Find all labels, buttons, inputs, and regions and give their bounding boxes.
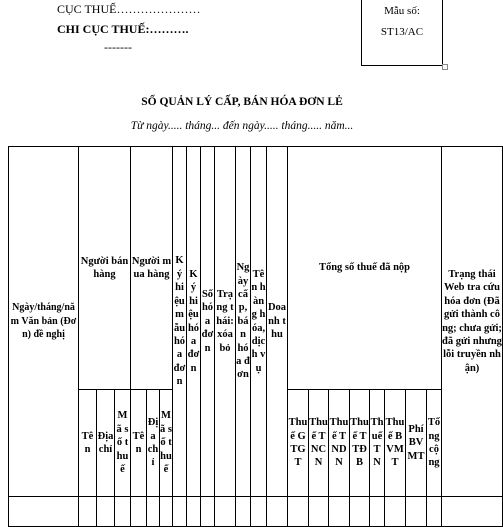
col-header-date: Ngày/tháng/năm Văn bản (Đơn) đề nghị xyxy=(9,147,79,497)
table-cell[interactable] xyxy=(350,497,370,527)
table-cell[interactable] xyxy=(201,497,215,527)
col-buyer-name: Tên xyxy=(131,390,147,497)
table-cell[interactable] xyxy=(147,497,160,527)
col-seller-taxcode: Mã số thuế xyxy=(115,390,131,497)
agency-line-1: CỤC THUẾ………………… xyxy=(57,2,201,16)
form-code-value: ST13/AC xyxy=(380,26,424,38)
table-cell[interactable] xyxy=(131,497,147,527)
table-cell[interactable] xyxy=(309,497,329,527)
col-header-tax-total: Tổng số thuế đã nộp xyxy=(288,147,442,390)
col-header-invoice-symbol: Ký hiệu hóa đơn xyxy=(187,147,201,497)
col-tax-ttdb: Thuế TTĐB xyxy=(350,390,370,497)
table-cell[interactable] xyxy=(236,497,251,527)
table-cell[interactable] xyxy=(251,497,267,527)
table-cell[interactable] xyxy=(9,497,79,527)
table-cell[interactable] xyxy=(79,497,97,527)
document-title: SỔ QUẢN LÝ CẤP, BÁN HÓA ĐƠN LẺ xyxy=(141,96,343,108)
invoice-ledger-table xyxy=(8,146,503,527)
table-cell[interactable] xyxy=(370,497,385,527)
agency-line-2: CHI CỤC THUẾ:………. xyxy=(57,22,189,36)
table-cell[interactable] xyxy=(215,497,236,527)
header-separator: ------- xyxy=(104,40,132,54)
table-cell[interactable] xyxy=(288,497,309,527)
col-total: Tổng cộng xyxy=(427,390,442,497)
col-header-goods-name: Tên hàng hóa, dịch vụ xyxy=(251,147,267,497)
col-tax-tn: Thuế TN xyxy=(370,390,385,497)
table-cell[interactable] xyxy=(97,497,115,527)
table-cell[interactable] xyxy=(442,497,503,527)
table-cell[interactable] xyxy=(160,497,173,527)
table-cell[interactable] xyxy=(267,497,288,527)
table-cell[interactable] xyxy=(115,497,131,527)
col-tax-tndn: Thuế TNDN xyxy=(329,390,350,497)
col-tax-tncn: Thuế TNCN xyxy=(309,390,329,497)
col-header-invoice-number: Số hóa đơn xyxy=(201,147,215,497)
form-code-label: Mẫu số: xyxy=(384,5,420,17)
document-subtitle: Từ ngày..... tháng... đến ngày..... tháng..... năm... xyxy=(130,120,354,132)
table-cell[interactable] xyxy=(173,497,187,527)
table-cell[interactable] xyxy=(187,497,201,527)
col-header-issue-date: Ngày cấp, bán hóa đơn xyxy=(236,147,251,497)
col-buyer-address: Địa chỉ xyxy=(147,390,160,497)
table-cell[interactable] xyxy=(406,497,427,527)
col-seller-name: Tên xyxy=(79,390,97,497)
col-header-status: Trạng thái: xóa bỏ xyxy=(215,147,236,497)
col-fee-bvmt: Phí BVMT xyxy=(406,390,427,497)
col-header-revenue: Doanh thu xyxy=(267,147,288,497)
col-seller-address: Địa chỉ xyxy=(97,390,115,497)
col-tax-gtgt: Thuế GTGT xyxy=(288,390,309,497)
table-cell[interactable] xyxy=(385,497,406,527)
col-tax-bvmt: Thuế BVMT xyxy=(385,390,406,497)
col-header-seller: Người bán hàng xyxy=(79,147,131,390)
col-header-buyer: Người mua hàng xyxy=(131,147,173,390)
form-code-box xyxy=(361,0,443,66)
table-cell[interactable] xyxy=(427,497,442,527)
resize-handle-icon[interactable] xyxy=(442,64,448,70)
col-header-invoice-form-symbol: Ký hiệu mẫu hóa đơn xyxy=(173,147,187,497)
col-buyer-taxcode: Mã số thuế xyxy=(160,390,173,497)
col-header-web-status: Trạng thái Web tra cứu hóa đơn (Đã gửi thành công; chưa gửi; đã gửi nhưng lỗi truyền nhận) xyxy=(442,147,503,497)
table-cell[interactable] xyxy=(329,497,350,527)
